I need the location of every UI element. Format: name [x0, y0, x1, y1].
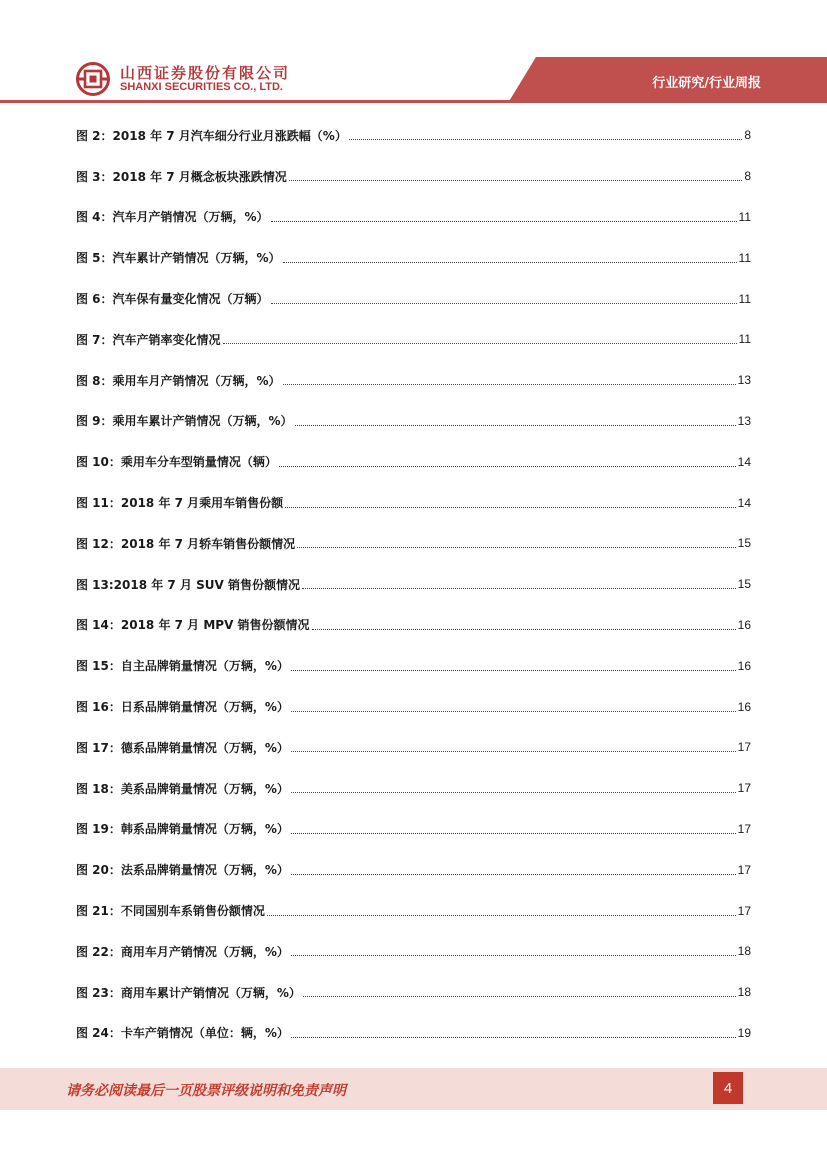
- toc-entry[interactable]: [76, 931, 751, 972]
- toc-entry-page: 15: [737, 536, 751, 551]
- toc-dot-leader: [279, 465, 736, 467]
- toc-dot-leader: [291, 791, 736, 793]
- toc-entry[interactable]: [76, 441, 751, 482]
- toc-dot-leader: [271, 220, 737, 222]
- toc-entry-page: 16: [737, 617, 751, 632]
- toc-entry-page: 17: [737, 781, 751, 796]
- toc-entry[interactable]: [76, 564, 751, 605]
- shanxi-securities-logo-icon: [76, 62, 110, 96]
- toc-entry[interactable]: [76, 360, 751, 401]
- toc-entry[interactable]: [76, 890, 751, 931]
- toc-entry-label: 图 8：乘用车月产销情况（万辆，%）: [76, 373, 281, 388]
- toc-entry-label: 图 13:2018 年 7 月 SUV 销售份额情况: [76, 577, 300, 592]
- header-rule: [0, 100, 827, 103]
- toc-entry[interactable]: [76, 197, 751, 238]
- toc-entry-label: 图 7：汽车产销率变化情况: [76, 332, 221, 347]
- toc-dot-leader: [283, 261, 737, 263]
- toc-entry-page: 8: [744, 169, 751, 184]
- toc-entry[interactable]: [76, 727, 751, 768]
- toc-entry-page: 13: [737, 413, 751, 428]
- toc-entry[interactable]: [76, 482, 751, 523]
- toc-entry-label: 图 17：德系品牌销量情况（万辆，%）: [76, 740, 289, 755]
- toc-entry[interactable]: [76, 686, 751, 727]
- toc-entry-page: 17: [737, 740, 751, 755]
- toc-entry-label: 图 2：2018 年 7 月汽车细分行业月涨跌幅（%）: [76, 128, 347, 143]
- toc-entry-label: 图 12：2018 年 7 月轿车销售份额情况: [76, 536, 296, 551]
- toc-dot-leader: [285, 506, 735, 508]
- company-name-en: SHANXI SECURITIES CO., LTD.: [120, 81, 283, 93]
- toc-dot-leader: [312, 628, 736, 630]
- toc-entry[interactable]: [76, 809, 751, 850]
- toc-entry-page: 16: [737, 699, 751, 714]
- toc-entry[interactable]: [76, 319, 751, 360]
- toc-dot-leader: [291, 832, 736, 834]
- toc-entry[interactable]: [76, 401, 751, 442]
- toc-entry-label: 图 22：商用车月产销情况（万辆，%）: [76, 944, 289, 959]
- toc-dot-leader: [271, 302, 737, 304]
- toc-dot-leader: [291, 669, 736, 671]
- figure-list: [76, 115, 751, 1053]
- toc-entry-page: 8: [744, 128, 751, 143]
- toc-entry-page: 18: [737, 985, 751, 1000]
- toc-entry-page: 19: [737, 1025, 751, 1040]
- toc-dot-leader: [223, 342, 737, 344]
- toc-entry-label: 图 3：2018 年 7 月概念板块涨跌情况: [76, 169, 287, 184]
- toc-entry-page: 11: [738, 250, 751, 265]
- toc-dot-leader: [283, 383, 736, 385]
- company-name-cn: 山西证券股份有限公司: [120, 64, 291, 82]
- toc-entry[interactable]: [76, 523, 751, 564]
- toc-entry[interactable]: [76, 605, 751, 646]
- toc-entry-page: 17: [737, 821, 751, 836]
- toc-dot-leader: [291, 873, 736, 875]
- toc-entry-label: 图 20：法系品牌销量情况（万辆，%）: [76, 863, 289, 878]
- toc-entry[interactable]: [76, 768, 751, 809]
- toc-dot-leader: [291, 954, 736, 956]
- toc-entry-page: 15: [737, 577, 751, 592]
- toc-entry-label: 图 4：汽车月产销情况（万辆，%）: [76, 210, 269, 225]
- toc-entry-label: 图 9：乘用车累计产销情况（万辆，%）: [76, 414, 293, 429]
- toc-entry[interactable]: [76, 1013, 751, 1054]
- toc-entry-page: 17: [737, 862, 751, 877]
- toc-entry-page: 14: [737, 495, 751, 510]
- toc-entry[interactable]: [76, 972, 751, 1013]
- toc-entry-label: 图 21：不同国别车系销售份额情况: [76, 904, 265, 919]
- toc-dot-leader: [291, 710, 736, 712]
- toc-entry-page: 16: [737, 658, 751, 673]
- toc-entry-label: 图 10：乘用车分车型销量情况（辆）: [76, 455, 277, 470]
- toc-entry-page: 14: [737, 454, 751, 469]
- section-tag: 行业研究/行业周报: [652, 76, 761, 91]
- toc-entry-page: 11: [738, 291, 751, 306]
- toc-entry-page: 11: [738, 332, 751, 347]
- toc-entry[interactable]: [76, 278, 751, 319]
- page-header: [0, 0, 827, 104]
- toc-dot-leader: [295, 424, 736, 426]
- toc-entry-label: 图 15：自主品牌销量情况（万辆，%）: [76, 659, 289, 674]
- toc-dot-leader: [302, 587, 736, 589]
- toc-entry-page: 17: [737, 903, 751, 918]
- toc-dot-leader: [297, 546, 735, 548]
- disclaimer-text: 请务必阅读最后一页股票评级说明和免责声明: [66, 1083, 346, 1099]
- toc-entry-label: 图 6：汽车保有量变化情况（万辆）: [76, 292, 269, 307]
- toc-entry-label: 图 14：2018 年 7 月 MPV 销售份额情况: [76, 618, 310, 633]
- toc-entry[interactable]: [76, 849, 751, 890]
- toc-entry-label: 图 16：日系品牌销量情况（万辆，%）: [76, 700, 289, 715]
- toc-entry-label: 图 5：汽车累计产销情况（万辆，%）: [76, 251, 281, 266]
- toc-dot-leader: [291, 1036, 736, 1038]
- toc-entry-label: 图 19：韩系品牌销量情况（万辆，%）: [76, 822, 289, 837]
- toc-dot-leader: [289, 179, 743, 181]
- toc-dot-leader: [349, 138, 742, 140]
- toc-entry[interactable]: [76, 115, 751, 156]
- toc-entry[interactable]: [76, 645, 751, 686]
- toc-dot-leader: [291, 750, 736, 752]
- toc-entry-label: 图 23：商用车累计产销情况（万辆，%）: [76, 985, 301, 1000]
- toc-entry-page: 13: [737, 373, 751, 388]
- toc-entry-page: 18: [737, 944, 751, 959]
- toc-entry-label: 图 18：美系品牌销量情况（万辆，%）: [76, 781, 289, 796]
- toc-dot-leader: [303, 995, 736, 997]
- toc-entry-label: 图 11：2018 年 7 月乘用车销售份额: [76, 496, 284, 511]
- toc-entry-page: 11: [738, 209, 751, 224]
- toc-dot-leader: [267, 914, 736, 916]
- toc-entry-label: 图 24：卡车产销情况（单位：辆，%）: [76, 1026, 289, 1041]
- toc-entry[interactable]: [76, 237, 751, 278]
- page-number: 4: [713, 1072, 743, 1104]
- toc-entry[interactable]: [76, 156, 751, 197]
